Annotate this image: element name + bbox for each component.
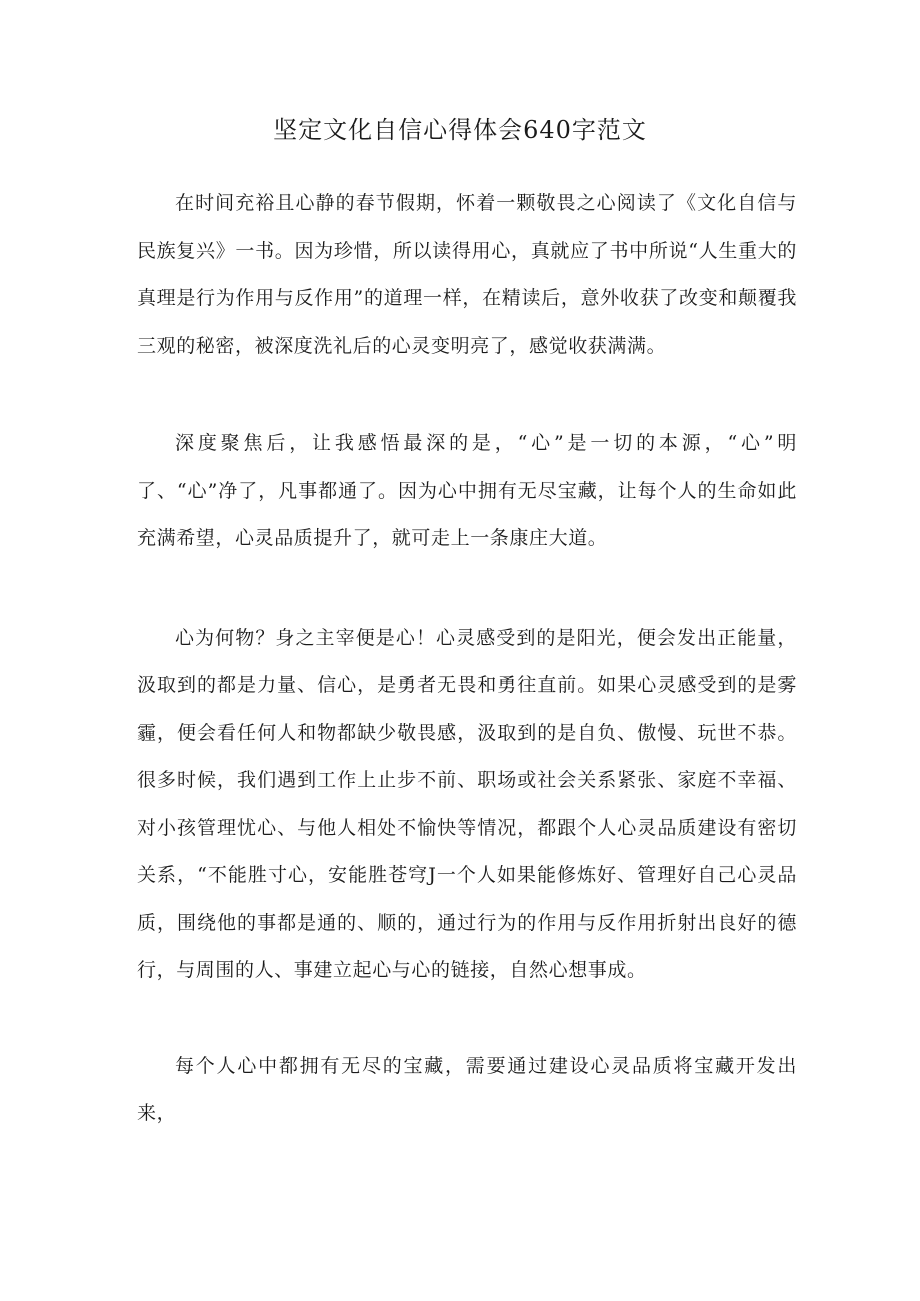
paragraph-1: 在时间充裕且心静的春节假期，怀着一颗敬畏之心阅读了《文化自信与民族复兴》一书。因为珍惜，所以读得用心，真就应了书中所说“人生重大的真理是行为作用与反作用”的道理一样，在精读后，意外收获了改变和颠覆我三观的秘密，被深度洗礼后的心灵变明亮了，感觉收获满满。 xyxy=(137,192,797,357)
paragraph-3: 心为何物？身之主宰便是心！心灵感受到的是阳光，便会发出正能量，汲取到的都是力量、信心，是勇者无畏和勇往直前。如果心灵感受到的是雾霾，便会看任何人和物都缺少敬畏感，汲取到的是自负、傲慢、玩世不恭。很多时候，我们遇到工作上止步不前、职场或社会关系紧张、家庭不幸福、对小孩管理忧心、与他人相处不愉快等情况，都跟个人心灵品质建设有密切关系，“不能胜寸心，安能胜苍穹J一个人如果能修炼好、管理好自己心灵品质，围绕他的事都是通的、顺的，通过行为的作用与反作用折射出良好的德行，与周围的人、事建立起心与心的链接，自然心想事成。 xyxy=(137,626,797,981)
paragraph-2: 深度聚焦后，让我感悟最深的是，“心”是一切的本源，“心”明了、“心”净了，凡事都通了。因为心中拥有无尽宝藏，让每个人的生命如此充满希望，心灵品质提升了，就可走上一条康庄大道。 xyxy=(137,432,797,549)
paragraph-4: 每个人心中都拥有无尽的宝藏，需要通过建设心灵品质将宝藏开发出来， xyxy=(137,1054,797,1124)
document-body xyxy=(137,180,797,1138)
document-title: 坚定文化自信心得体会640字范文 xyxy=(273,116,647,144)
